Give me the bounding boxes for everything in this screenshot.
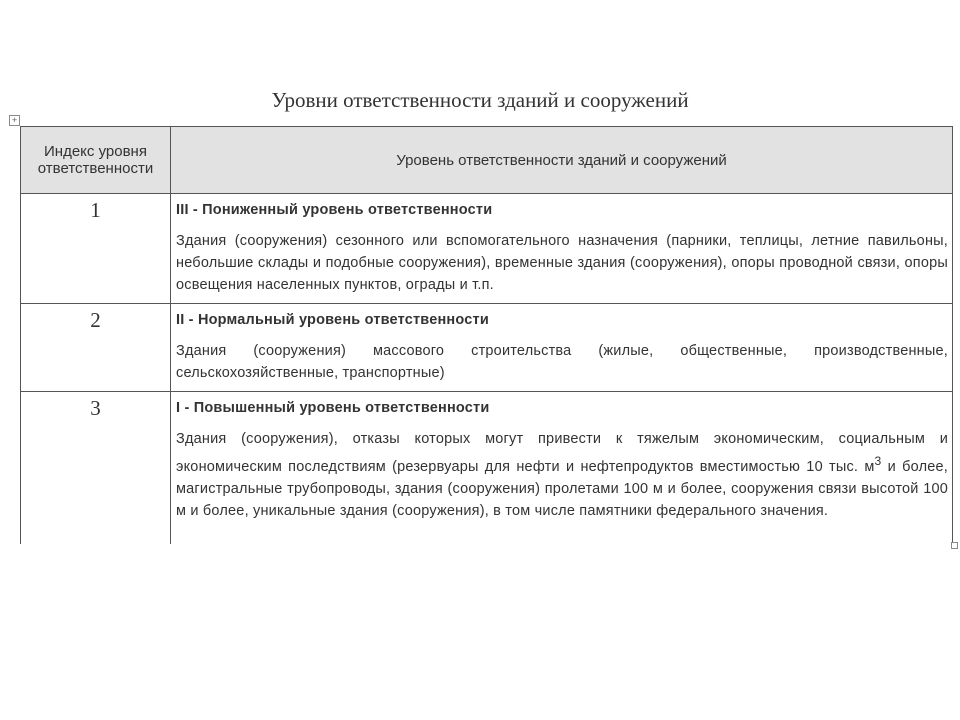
level-description	[176, 428, 948, 522]
table-move-handle-icon[interactable]: +	[9, 115, 20, 126]
row-description-cell	[171, 392, 953, 544]
level-description: Здания (сооружения) сезонного или вспомогательного назначения (парники, теплицы, летние павильоны, небольшие склады и подобные сооружения), временные здания (сооружения), опоры проводной связи, опоры освещения населенных пунктов, ограды и т.п.	[176, 233, 948, 293]
superscript: 3	[874, 454, 882, 468]
table-row	[21, 194, 953, 304]
header-index: Индекс уровня ответственности	[21, 127, 171, 194]
document-title: Уровни ответственности зданий и сооружений	[271, 88, 689, 112]
row-description-cell	[171, 194, 953, 304]
row-index: 2	[21, 304, 171, 392]
header-level: Уровень ответственности зданий и сооружений	[171, 127, 953, 194]
level-title: II - Нормальный уровень ответственности	[176, 312, 489, 328]
level-description: Здания (сооружения) массового строительства (жилые, общественные, производственные, сельскохозяйственные, транспортные)	[176, 343, 948, 381]
row-description-cell	[171, 304, 953, 392]
description-part: и более, магистральные трубопроводы, здания (сооружения) пролетами 100 м и более, сооружения связи высотой 100 м и более, уникальные здания (сооружения), в том числе памятники федерального значения.	[176, 458, 949, 519]
table-resize-handle[interactable]	[951, 542, 958, 549]
level-title: I - Повышенный уровень ответственности	[176, 400, 490, 416]
table-row	[21, 392, 953, 544]
table-header-row	[21, 127, 953, 194]
row-index: 1	[21, 194, 171, 304]
table-row	[21, 304, 953, 392]
level-title: III - Пониженный уровень ответственности	[176, 202, 493, 218]
row-index: 3	[21, 392, 171, 544]
description-part: Здания (сооружения), отказы которых могут привести к тяжелым экономическим, социальным и экономическим последствиям (резервуары для нефти и нефтепродуктов вместимостью 10 тыс. м	[176, 431, 948, 475]
responsibility-levels-table	[20, 126, 953, 544]
